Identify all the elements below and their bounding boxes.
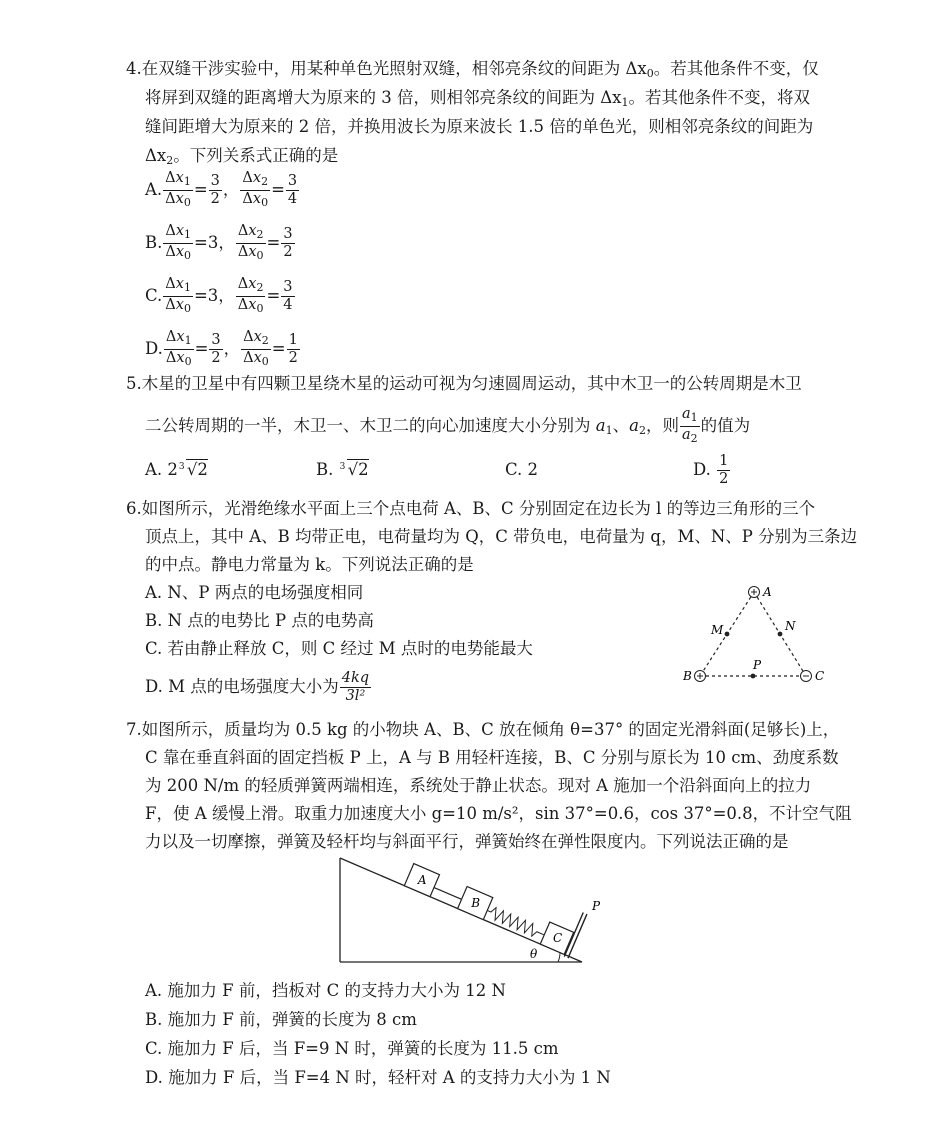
cube-root: 3 √2 bbox=[339, 460, 369, 479]
blocks-group bbox=[404, 852, 587, 958]
angle-arc bbox=[558, 952, 560, 962]
delta-x-ratio: $\frac{\Delta x_2}{\Delta x_0}$ bbox=[243, 329, 269, 368]
q4-number: 4. bbox=[126, 59, 142, 78]
q7-option-b[interactable]: B. 施加力 F 前，弹簧的长度为 8 cm bbox=[145, 1010, 417, 1029]
q6-line-3: 的中点。静电力常量为 k。下列说法正确的是 bbox=[145, 555, 474, 574]
theta-label: θ bbox=[530, 947, 538, 961]
q6-line-1: 6.如图所示，光滑绝缘水平面上三个点电荷 A、B、C 分别固定在边长为 l 的等边三角形的三个 bbox=[126, 499, 816, 518]
q6-option-a[interactable]: A. N、P 两点的电场强度相同 bbox=[145, 583, 364, 602]
q5-option-d[interactable]: D. $\frac{1}{2}$ bbox=[693, 453, 729, 487]
q5-option-a[interactable]: A. 2 3 √2 bbox=[145, 451, 208, 489]
q6-option-c[interactable]: C. 若由静止释放 C，则 C 经过 M 点时的电势能最大 bbox=[145, 639, 533, 658]
q7-line-1: 7.如图所示，质量均为 0.5 kg 的小物块 A、B、C 放在倾角 θ=37° 的固定光滑斜面(足够长)上， bbox=[126, 720, 840, 739]
delta-x-ratio: $\frac{\Delta x_2}{\Delta x_0}$ bbox=[242, 170, 269, 209]
charge-a-positive-icon bbox=[749, 587, 760, 598]
q5-option-c[interactable]: C. 2 bbox=[505, 460, 539, 479]
q7-incline-figure bbox=[330, 852, 620, 970]
q4-line-2: 将屏到双缝的距离增大为原来的 3 倍，则相邻亮条纹的间距为 $\Delta x_1$。若其他条件不变，将双 bbox=[145, 88, 810, 109]
q6-option-b[interactable]: B. N 点的电势比 P 点的电势高 bbox=[145, 611, 374, 630]
q6-number: 6. bbox=[126, 499, 142, 518]
delta-x-ratio: $\frac{\Delta x_1}{\Delta x_0}$ bbox=[165, 276, 191, 315]
ratio-value: $\frac{3}{4}$ bbox=[283, 279, 293, 313]
q4-option-d[interactable]: D. $\frac{\Delta x_1}{\Delta x_0}$ = $\frac{3}{2}$ ， $\frac{\Delta x_2}{\Delta x_0}$ = $\frac{1}{2}$ bbox=[145, 329, 298, 368]
ratio-value: $\frac{3}{2}$ bbox=[210, 173, 220, 207]
q4-line-1: 4.在双缝干涉实验中，用某种单色光照射双缝，相邻亮条纹的间距为 $\Delta x_0$。若其他条件不变，仅 bbox=[126, 59, 819, 80]
ratio-value: 3 bbox=[207, 286, 219, 305]
label-a: A bbox=[763, 585, 772, 599]
label-b: B bbox=[683, 669, 692, 683]
q7-option-d[interactable]: D. 施加力 F 后，当 F=4 N 时，轻杆对 A 的支持力大小为 1 N bbox=[145, 1068, 611, 1087]
ratio-value: $\frac{3}{2}$ bbox=[283, 226, 293, 260]
q5-d-fraction: $\frac{1}{2}$ bbox=[719, 453, 729, 487]
delta-x-ratio: $\frac{\Delta x_2}{\Delta x_0}$ bbox=[237, 223, 264, 262]
q7-line-3: 为 200 N/m 的轻质弹簧两端相连，系统处于静止状态。现对 A 施加一个沿斜面向上的拉力 bbox=[145, 776, 812, 795]
spring bbox=[485, 905, 547, 941]
label-p: P bbox=[753, 658, 762, 672]
ratio-value: 3 bbox=[207, 233, 219, 252]
q4-line-4: $\Delta x_2$。下列关系式正确的是 bbox=[145, 146, 339, 167]
q4-line-3: 缝间距增大为原来的 2 倍，并换用波长为原来波长 1.5 倍的单色光，则相邻亮条纹的间距为 bbox=[145, 117, 814, 136]
cube-root: 3 √2 bbox=[178, 460, 208, 479]
delta-x-ratio: $\frac{\Delta x_2}{\Delta x_0}$ bbox=[237, 276, 264, 315]
ratio-value: $\frac{3}{2}$ bbox=[211, 332, 221, 366]
q6-line-2: 顶点上，其中 A、B 均带正电，电荷量均为 Q，C 带负电，电荷量为 q，M、N、P 分别为三条边 bbox=[145, 527, 858, 546]
q7-number: 7. bbox=[126, 720, 142, 739]
q5-line-1: 5.木星的卫星中有四颗卫星绕木星的运动可视为匀速圆周运动，其中木卫一的公转周期是木卫 bbox=[126, 374, 802, 393]
q5-ratio-fraction: $\frac{a_1}{a_2}$ bbox=[681, 406, 698, 445]
ratio-value: $\frac{3}{4}$ bbox=[287, 173, 298, 207]
delta-x-ratio: $\frac{\Delta x_1}{\Delta x_0}$ bbox=[165, 170, 191, 209]
q7-line-5: 力以及一切摩擦，弹簧及轻杆均与斜面平行，弹簧始终在弹性限度内。下列说法正确的是 bbox=[145, 832, 789, 851]
q6-triangle-figure bbox=[670, 578, 830, 690]
light-rod bbox=[434, 888, 462, 900]
q6-option-d[interactable]: D. M 点的电场强度大小为 $\frac{4kq}{\text{3l²}}$ bbox=[145, 670, 370, 704]
q7-option-a[interactable]: A. 施加力 F 前，挡板对 C 的支持力大小为 12 N bbox=[145, 981, 506, 1000]
charge-c-negative-icon bbox=[801, 671, 812, 682]
q5-line-2: 二公转周期的一半，木卫一、木卫二的向心加速度大小分别为 $a_1$、$a_2$，则 $\frac{a_1}{a_2}$ 的值为 bbox=[145, 406, 751, 445]
label-m: M bbox=[711, 623, 724, 637]
label-n: N bbox=[785, 619, 796, 633]
delta-x-ratio: $\frac{\Delta x_1}{\Delta x_0}$ bbox=[165, 223, 192, 262]
q4-option-b[interactable]: B. $\frac{\Delta x_1}{\Delta x_0}$ =3， $\frac{\Delta x_2}{\Delta x_0}$ = $\frac{3}{2}$ bbox=[145, 223, 293, 262]
point-p-dot bbox=[751, 674, 756, 679]
q7-line-4: F，使 A 缓慢上滑。取重力加速度大小 g=10 m/s²，sin 37°=0.6，cos 37°=0.8，不计空气阻 bbox=[145, 804, 852, 823]
delta-x-ratio: $\frac{\Delta x_1}{\Delta x_0}$ bbox=[165, 329, 192, 368]
q4-option-c[interactable]: C. $\frac{\Delta x_1}{\Delta x_0}$ =3， $\frac{\Delta x_2}{\Delta x_0}$ = $\frac{3}{4}$ bbox=[145, 276, 293, 315]
block-c-label: C bbox=[552, 931, 563, 946]
point-n-dot bbox=[778, 632, 783, 637]
q7-line-2: C 靠在垂直斜面的固定挡板 P 上，A 与 B 用轻杆连接，B、C 分别与原长为 10 cm、劲度系数 bbox=[145, 748, 839, 767]
charge-b-positive-icon bbox=[695, 671, 706, 682]
q7-option-c[interactable]: C. 施加力 F 后，当 F=9 N 时，弹簧的长度为 11.5 cm bbox=[145, 1039, 559, 1058]
q5-number: 5. bbox=[126, 374, 142, 393]
point-m-dot bbox=[725, 632, 730, 637]
block-a-label: A bbox=[417, 873, 427, 888]
q6-d-fraction: $\frac{4kq}{\text{3l²}}$ bbox=[341, 670, 370, 704]
block-b-label: B bbox=[471, 896, 481, 911]
q5-option-b[interactable]: B. 3 √2 bbox=[316, 451, 369, 489]
baffle-p-label: P bbox=[592, 899, 601, 913]
q4-option-a[interactable]: A. $\frac{\Delta x_1}{\Delta x_0}$ = $\frac{3}{2}$ ， $\frac{\Delta x_2}{\Delta x_0}$ = $\frac{3}{4}$ bbox=[145, 170, 298, 209]
label-c: C bbox=[815, 669, 825, 683]
ratio-value: $\frac{1}{2}$ bbox=[288, 332, 298, 366]
